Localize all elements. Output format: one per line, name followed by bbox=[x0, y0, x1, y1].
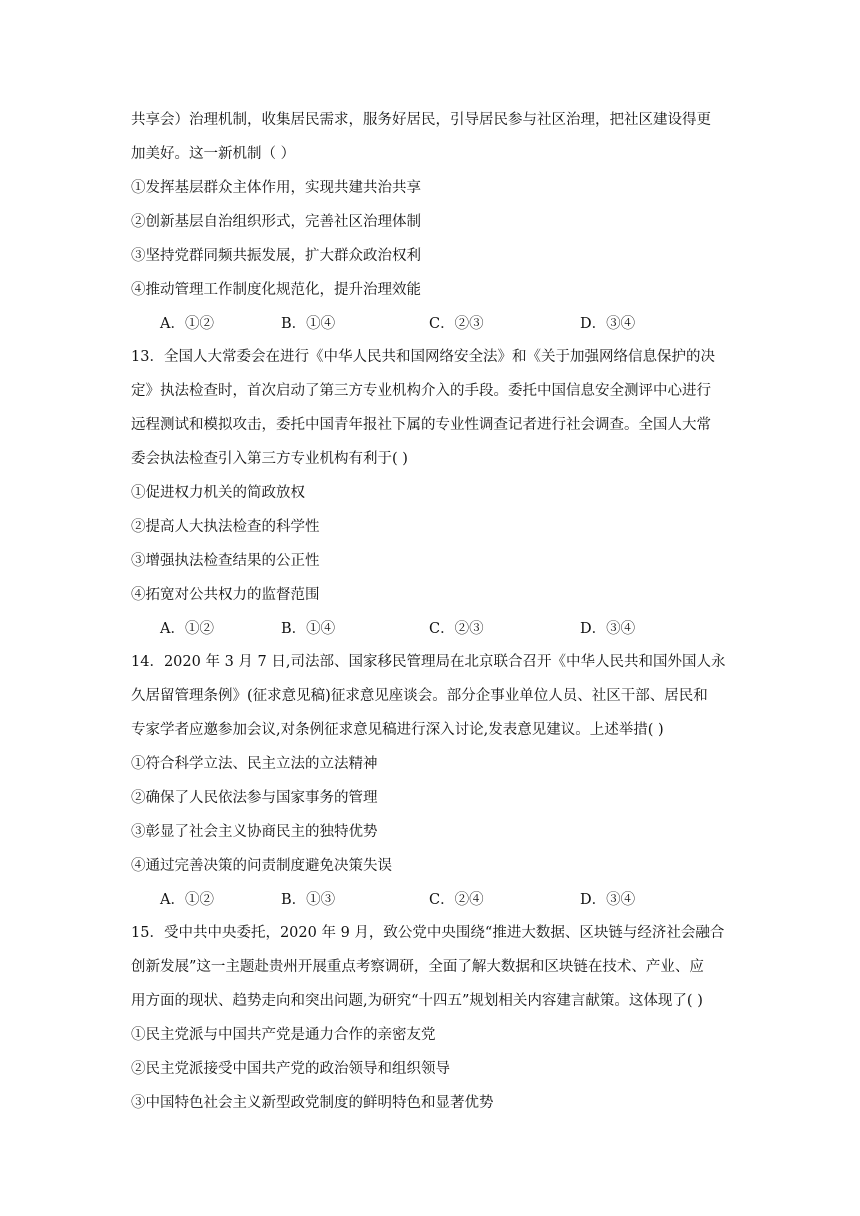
question-13-text-line: 定》执法检查时，首次启动了第三方专业机构介入的手段。委托中国信息安全测评中心进行 bbox=[131, 383, 711, 399]
choice-d[interactable]: D．③④ bbox=[580, 892, 636, 908]
choice-a[interactable]: A．①② bbox=[160, 621, 214, 637]
question-14-text-line: 专家学者应邀参加会议,对条例征求意见稿进行深入讨论,发表意见建议。上述举措( ) bbox=[131, 722, 664, 738]
question-14-text-line: 14．2020 年 3 月 7 日,司法部、国家移民管理局在北京联合召开《中华人民共和国外国人永 bbox=[131, 654, 726, 670]
option-statement: ③彰显了社会主义协商民主的独特优势 bbox=[131, 824, 378, 840]
option-statement: ①符合科学立法、民主立法的立法精神 bbox=[131, 756, 378, 772]
choice-c[interactable]: C．②④ bbox=[429, 892, 484, 908]
choice-b[interactable]: B．①③ bbox=[281, 892, 336, 908]
question-13-text-line: 委会执法检查引入第三方专业机构有利于( ) bbox=[131, 451, 408, 467]
question-15-text-line: 创新发展”这一主题赴贵州开展重点考察调研，全面了解大数据和区块链在技术、产业、应 bbox=[131, 959, 704, 975]
option-statement: ①民主党派与中国共产党是通力合作的亲密友党 bbox=[131, 1027, 436, 1043]
choice-b[interactable]: B．①④ bbox=[281, 316, 336, 332]
question-13-text-line: 远程测试和模拟攻击，委托中国青年报社下属的专业性调查记者进行社会调查。全国人大常 bbox=[131, 417, 711, 433]
choice-a[interactable]: A．①② bbox=[160, 316, 214, 332]
choice-c[interactable]: C．②③ bbox=[429, 316, 484, 332]
question-15-text-line: 用方面的现状、趋势走向和突出问题,为研究“十四五”规划相关内容建言献策。这体现了( ) bbox=[131, 993, 703, 1009]
choice-b[interactable]: B．①④ bbox=[281, 621, 336, 637]
option-statement: ①发挥基层群众主体作用，实现共建共治共享 bbox=[131, 180, 421, 196]
option-statement: ②确保了人民依法参与国家事务的管理 bbox=[131, 790, 378, 806]
choice-a[interactable]: A．①② bbox=[160, 892, 214, 908]
choice-c[interactable]: C．②③ bbox=[429, 621, 484, 637]
question-15-text-line: 15．受中共中央委托，2020 年 9 月，致公党中央围绕“推进大数据、区块链与经济社会融合 bbox=[131, 925, 725, 941]
question-text-line: 加美好。这一新机制（ ） bbox=[131, 146, 296, 162]
question-text-line: 共享会）治理机制，收集居民需求，服务好居民，引导居民参与社区治理，把社区建设得更 bbox=[131, 112, 711, 128]
option-statement: ②创新基层自治组织形式，完善社区治理体制 bbox=[131, 214, 421, 230]
choice-d[interactable]: D．③④ bbox=[580, 621, 636, 637]
option-statement: ③增强执法检查结果的公正性 bbox=[131, 553, 320, 569]
option-statement: ②提高人大执法检查的科学性 bbox=[131, 519, 320, 535]
question-14-text-line: 久居留管理条例》(征求意见稿)征求意见座谈会。部分企事业单位人员、社区干部、居民和 bbox=[131, 688, 708, 704]
option-statement: ③坚持党群同频共振发展，扩大群众政治权利 bbox=[131, 248, 421, 264]
option-statement: ④通过完善决策的问责制度避免决策失误 bbox=[131, 858, 392, 874]
option-statement: ④推动管理工作制度化规范化，提升治理效能 bbox=[131, 282, 421, 298]
option-statement: ①促进权力机关的简政放权 bbox=[131, 485, 305, 501]
option-statement: ②民主党派接受中国共产党的政治领导和组织领导 bbox=[131, 1061, 450, 1077]
option-statement: ④拓宽对公共权力的监督范围 bbox=[131, 587, 320, 603]
choice-d[interactable]: D．③④ bbox=[580, 316, 636, 332]
question-13-text-line: 13．全国人大常委会在进行《中华人民共和国网络安全法》和《关于加强网络信息保护的决 bbox=[131, 349, 715, 365]
option-statement: ③中国特色社会主义新型政党制度的鲜明特色和显著优势 bbox=[131, 1095, 494, 1111]
